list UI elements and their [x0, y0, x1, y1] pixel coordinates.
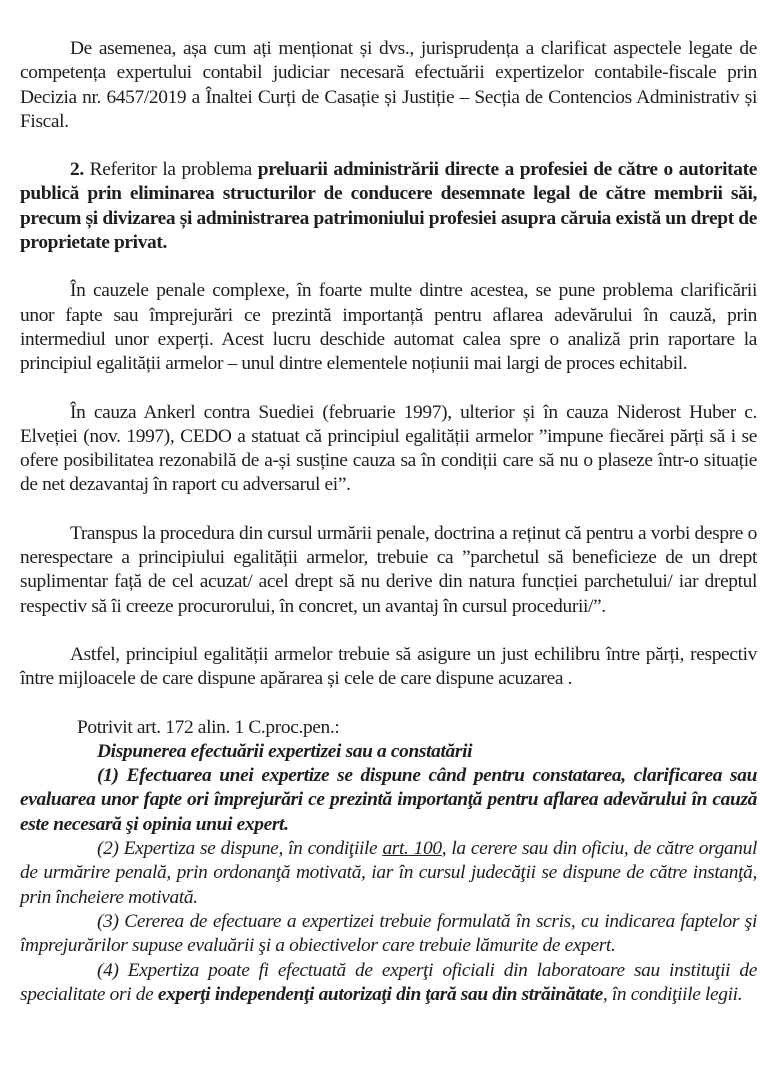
alineat-2-text-end: , la cerere sau din oficiu, de către organul de urmărire penală, prin ordonanţă motivată, iar în cursul judecăţii se dispune de către instanţă, prin încheiere motivată. [20, 838, 757, 908]
alineat-4-bold-text: experţi independenţi autorizaţi din ţară sau din străinătate [157, 983, 603, 1005]
point-bold-topic: preluarii administrării directe a profesiei de către o autoritate publică prin eliminarea structurilor de conducere desemnate legal de către membrii săi, precum și divizarea și administrarea patrimoniului profesiei asupra căruia există un drept de proprietate privat. [20, 159, 757, 254]
paragraph-point-2 [20, 158, 757, 255]
scan-artifact [272, 648, 332, 658]
article-alineat-2 [20, 837, 757, 910]
document-page [20, 37, 757, 1007]
article-intro: Potrivit art. 172 alin. 1 C.proc.pen.: [77, 716, 340, 738]
alineat-4-text-end: , în condiţiile legii. [602, 983, 743, 1005]
point-number: 2. [70, 159, 84, 181]
paragraph-cedo: În cauza Ankerl contra Suediei (februarie 1997), ulterior și în cauza Niderost Huber c. Elveției (nov. 1997), CEDO a statuat că principiul egalității armelor ”impune fiecărei părți să i se ofere posibilitatea rezonabilă de a-și susține cauza sa în condiții care să nu o plaseze într-o situație de net dezavantaj în raport cu adversarul ei”. [20, 401, 757, 496]
article-alineat-4 [20, 959, 757, 1008]
paragraph-jurisprudence: De asemenea, așa cum ați menționat și dvs., jurisprudența a clarificat aspectele legate de competența expertului contabil judiciar necesară efectuării expertizelor contabile-fiscale prin Decizia nr. 6457/2019 a Înaltei Curți de Casație și Justiție – Secția de Contencios Administrativ și Fiscal. [20, 38, 757, 132]
alineat-4-text-start: (4) Expertiza poate fi efectuată de experţi oficiali din laboratoare sau instituţii de specialitate ori de [20, 959, 757, 1005]
art-100-link[interactable]: art. 100 [382, 838, 442, 860]
article-172-quote [20, 716, 757, 1008]
alineat-2-text-start: (2) Expertiza se dispune, în condiţiile [97, 838, 383, 860]
paragraph-doctrine: Transpus la procedura din cursul urmării penale, doctrina a reținut că pentru a vorbi despre o nerespectare a principiului egalității armelor, trebuie ca ”parchetul să beneficieze de un drept suplimentar față de cel acuzat/ acel drept să nu derive din natura funcției parchetului/ iar dreptul respectiv să îi creeze procurorului, în concret, un avantaj în cursul procedurii/”. [20, 522, 757, 617]
article-alineat-1: (1) Efectuarea unei expertize se dispune când pentru constatarea, clarificarea sau evaluarea unor fapte ori împrejurări ce prezintă importanţă pentru aflarea adevărului în cauză este necesară şi opinia unui expert. [20, 765, 757, 835]
paragraph-equality-of-arms: Astfel, principiul egalității armelor trebuie să asigure un just echilibru între părți, respectiv între mijloacele de care dispune apărarea și cele de care dispune acuzarea . [20, 643, 757, 690]
paragraph-complex-cases: În cauzele penale complexe, în foarte multe dintre acestea, se pune problema clarificării unor fapte sau împrejurări ce prezintă importanță pentru aflarea adevărului în cauză, prin intermediul unor experți. Acest lucru deschide automat calea spre o analiză prin raportare la principiul egalității armelor – unul dintre elementele noțiunii mai largi de proces echitabil. [20, 280, 757, 375]
article-alineat-3: (3) Cererea de efectuare a expertizei trebuie formulată în scris, cu indicarea faptelor şi împrejurărilor supuse evaluării şi a obiectivelor care trebuie lămurite de expert. [20, 910, 757, 957]
point-lead: Referitor la problema [83, 159, 258, 181]
article-title: Dispunerea efectuării expertizei sau a constatării [97, 740, 473, 762]
